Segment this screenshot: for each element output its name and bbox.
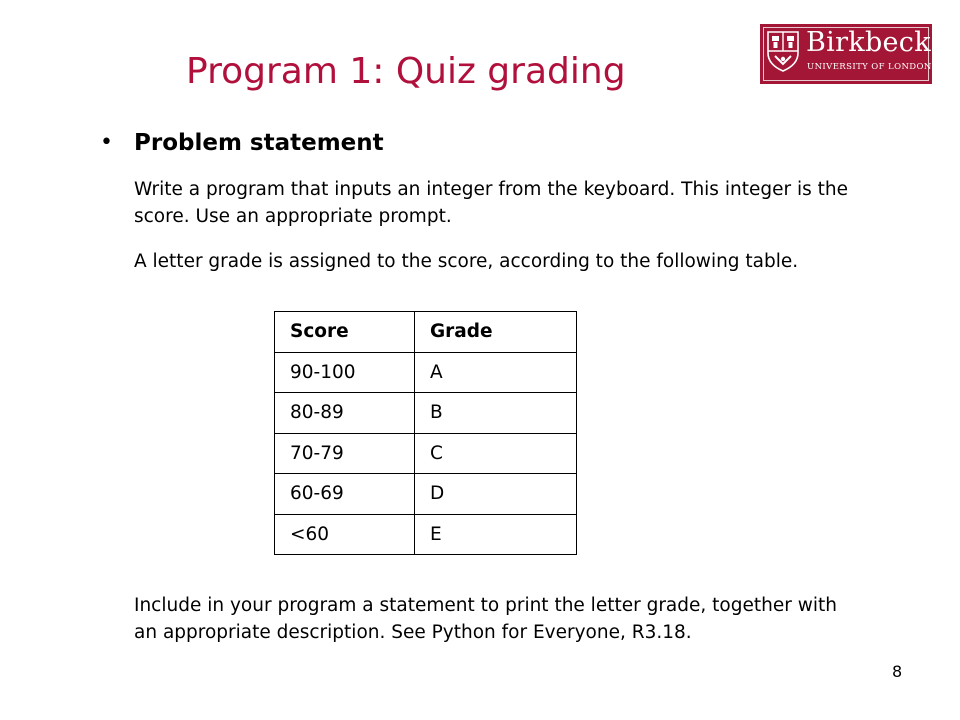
score-cell: 90-100 xyxy=(275,352,415,393)
grade-cell: B xyxy=(415,393,577,434)
table-row xyxy=(275,352,577,393)
bullet-heading: Problem statement xyxy=(134,130,384,156)
paragraph-table-intro: A letter grade is assigned to the score, according to the following table. xyxy=(134,251,799,272)
table-row xyxy=(275,393,577,434)
slide-title: Program 1: Quiz grading xyxy=(186,51,626,92)
logo-wordmark: Birkbeck xyxy=(806,27,931,58)
table-header-row xyxy=(275,312,577,353)
grade-cell: D xyxy=(415,474,577,515)
grade-cell: C xyxy=(415,433,577,474)
header-grade: Grade xyxy=(415,312,577,353)
score-cell: 60-69 xyxy=(275,474,415,515)
header-score: Score xyxy=(275,312,415,353)
university-crest-icon xyxy=(765,29,801,73)
bullet-dot: • xyxy=(100,130,113,155)
paragraph-print-instruction: Include in your program a statement to print the letter grade, together with an appropriate description. See Python for Everyone, R3.18. xyxy=(134,595,837,643)
paragraph-prompt: Write a program that inputs an integer from the keyboard. This integer is the score. Use an appropriate prompt. xyxy=(134,179,848,227)
logo-subtitle: UNIVERSITY OF LONDON xyxy=(807,62,932,72)
grade-table xyxy=(274,311,577,555)
score-cell: 80-89 xyxy=(275,393,415,434)
table-row xyxy=(275,433,577,474)
score-cell: 70-79 xyxy=(275,433,415,474)
birkbeck-logo xyxy=(760,24,932,84)
page-number: 8 xyxy=(892,662,903,681)
grade-cell: A xyxy=(415,352,577,393)
score-cell: <60 xyxy=(275,514,415,555)
table-row xyxy=(275,474,577,515)
table-row xyxy=(275,514,577,555)
grade-cell: E xyxy=(415,514,577,555)
